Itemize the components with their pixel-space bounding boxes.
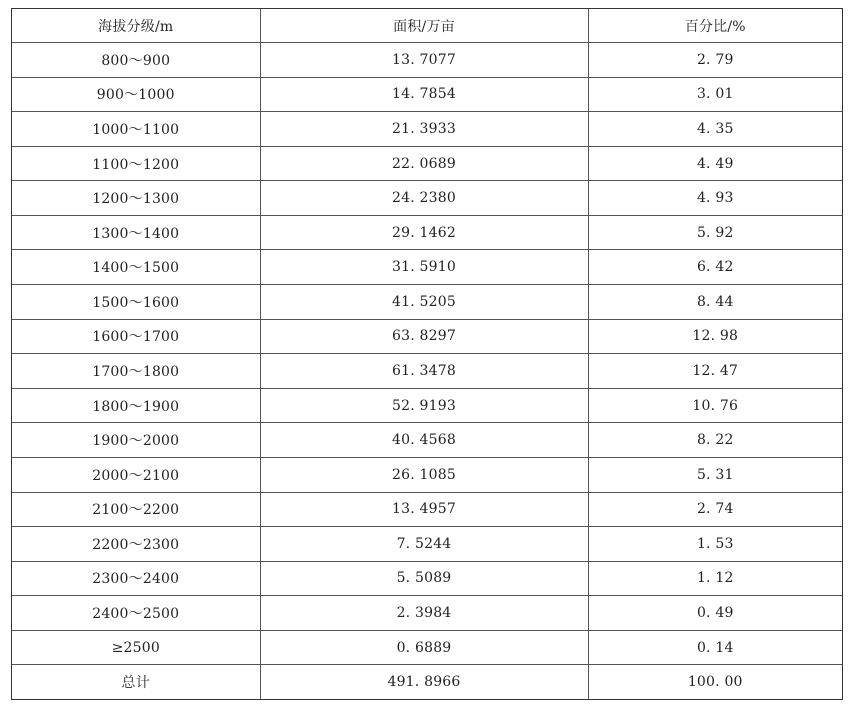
area-cell: 29. 1462 <box>260 215 588 250</box>
table-row <box>12 43 842 78</box>
area-cell: 22. 0689 <box>260 146 588 181</box>
area-cell: 13. 7077 <box>260 43 588 78</box>
table-total-row <box>12 665 842 699</box>
percentage-cell: 8. 22 <box>588 423 842 458</box>
elevation-cell: 900～1000 <box>12 77 260 112</box>
percentage-cell: 2. 74 <box>588 492 842 527</box>
elevation-area-table-container <box>11 8 843 700</box>
percentage-cell: 10. 76 <box>588 388 842 423</box>
elevation-cell: 1000～1100 <box>12 112 260 147</box>
elevation-cell: ≥2500 <box>12 630 260 665</box>
table-row <box>12 112 842 147</box>
column-header-elevation: 海拔分级/m <box>12 9 260 43</box>
area-cell: 40. 4568 <box>260 423 588 458</box>
elevation-cell: 1900～2000 <box>12 423 260 458</box>
area-cell: 2. 3984 <box>260 596 588 631</box>
area-cell: 52. 9193 <box>260 388 588 423</box>
table-row <box>12 319 842 354</box>
table-row <box>12 181 842 216</box>
percentage-cell: 3. 01 <box>588 77 842 112</box>
percentage-cell: 4. 35 <box>588 112 842 147</box>
area-cell: 13. 4957 <box>260 492 588 527</box>
percentage-cell: 0. 49 <box>588 596 842 631</box>
table-header-row <box>12 9 842 43</box>
elevation-cell: 1400～1500 <box>12 250 260 285</box>
area-cell: 0. 6889 <box>260 630 588 665</box>
area-cell: 41. 5205 <box>260 285 588 320</box>
table-row <box>12 388 842 423</box>
table-row <box>12 146 842 181</box>
percentage-cell: 1. 53 <box>588 527 842 562</box>
elevation-cell: 1800～1900 <box>12 388 260 423</box>
percentage-cell: 0. 14 <box>588 630 842 665</box>
area-cell: 21. 3933 <box>260 112 588 147</box>
elevation-cell: 总计 <box>12 665 260 699</box>
table-row <box>12 527 842 562</box>
area-cell: 31. 5910 <box>260 250 588 285</box>
table-row <box>12 492 842 527</box>
area-cell: 61. 3478 <box>260 354 588 389</box>
percentage-cell: 8. 44 <box>588 285 842 320</box>
table-row <box>12 423 842 458</box>
table-row <box>12 630 842 665</box>
table-body <box>12 43 842 700</box>
column-header-area: 面积/万亩 <box>260 9 588 43</box>
table-row <box>12 215 842 250</box>
percentage-cell: 1. 12 <box>588 561 842 596</box>
area-cell: 7. 5244 <box>260 527 588 562</box>
table-row <box>12 77 842 112</box>
percentage-cell: 2. 79 <box>588 43 842 78</box>
elevation-cell: 1200～1300 <box>12 181 260 216</box>
elevation-cell: 2200～2300 <box>12 527 260 562</box>
column-header-percentage: 百分比/% <box>588 9 842 43</box>
table-row <box>12 561 842 596</box>
elevation-area-table <box>12 9 842 699</box>
percentage-cell: 6. 42 <box>588 250 842 285</box>
table-row <box>12 596 842 631</box>
elevation-cell: 2000～2100 <box>12 457 260 492</box>
area-cell: 491. 8966 <box>260 665 588 699</box>
elevation-cell: 2300～2400 <box>12 561 260 596</box>
percentage-cell: 4. 49 <box>588 146 842 181</box>
elevation-cell: 1600～1700 <box>12 319 260 354</box>
elevation-cell: 2100～2200 <box>12 492 260 527</box>
area-cell: 26. 1085 <box>260 457 588 492</box>
area-cell: 24. 2380 <box>260 181 588 216</box>
percentage-cell: 5. 92 <box>588 215 842 250</box>
elevation-cell: 1300～1400 <box>12 215 260 250</box>
percentage-cell: 4. 93 <box>588 181 842 216</box>
percentage-cell: 12. 47 <box>588 354 842 389</box>
table-row <box>12 285 842 320</box>
elevation-cell: 2400～2500 <box>12 596 260 631</box>
percentage-cell: 12. 98 <box>588 319 842 354</box>
elevation-cell: 1500～1600 <box>12 285 260 320</box>
table-row <box>12 457 842 492</box>
elevation-cell: 800～900 <box>12 43 260 78</box>
area-cell: 5. 5089 <box>260 561 588 596</box>
elevation-cell: 1100～1200 <box>12 146 260 181</box>
table-row <box>12 250 842 285</box>
elevation-cell: 1700～1800 <box>12 354 260 389</box>
table-row <box>12 354 842 389</box>
area-cell: 63. 8297 <box>260 319 588 354</box>
area-cell: 14. 7854 <box>260 77 588 112</box>
percentage-cell: 100. 00 <box>588 665 842 699</box>
percentage-cell: 5. 31 <box>588 457 842 492</box>
